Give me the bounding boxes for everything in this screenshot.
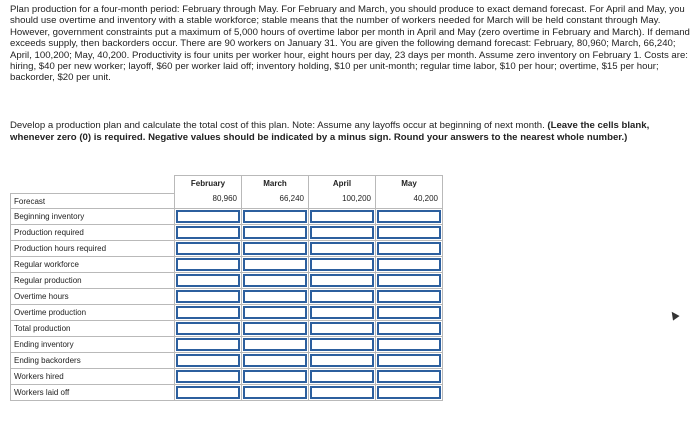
overtime-hours-april-input[interactable] [310, 290, 374, 303]
production-hours-required-february-input[interactable] [176, 242, 240, 255]
instructions-bold: (Leave the cells blank, whenever zero (0) is required. Negative values should be indicated by a minus sign. Round your answers to the nearest whole number.) [10, 120, 650, 143]
production-plan-table [10, 175, 443, 401]
ending-inventory-april-input[interactable] [310, 338, 374, 351]
regular-workforce-april-input[interactable] [310, 258, 374, 271]
corner-cell [11, 176, 175, 194]
overtime-hours-february-input[interactable] [176, 290, 240, 303]
table-row [11, 321, 443, 337]
table-cell [175, 241, 242, 257]
table-cell [175, 209, 242, 225]
table-cell [175, 225, 242, 241]
ending-inventory-february-input[interactable] [176, 338, 240, 351]
table-row [11, 209, 443, 225]
table-cell [242, 257, 309, 273]
instructions [10, 120, 690, 143]
table-cell [242, 337, 309, 353]
table-cell [376, 241, 443, 257]
row-label-workers-laid-off: Workers laid off [11, 385, 175, 401]
forecast-value-april: 100,200 [309, 194, 376, 209]
table-cell [309, 209, 376, 225]
table-cell [309, 305, 376, 321]
table-cell [309, 385, 376, 401]
production-required-february-input[interactable] [176, 226, 240, 239]
row-label-beginning-inventory: Beginning inventory [11, 209, 175, 225]
workers-hired-march-input[interactable] [243, 370, 307, 383]
column-header-march: March [242, 176, 309, 194]
workers-laid-off-march-input[interactable] [243, 386, 307, 399]
overtime-hours-march-input[interactable] [243, 290, 307, 303]
beginning-inventory-march-input[interactable] [243, 210, 307, 223]
row-label-ending-inventory: Ending inventory [11, 337, 175, 353]
table-cell [376, 337, 443, 353]
table-cell [242, 369, 309, 385]
table-cell [309, 321, 376, 337]
header-row [11, 176, 443, 194]
ending-backorders-april-input[interactable] [310, 354, 374, 367]
row-label-forecast: Forecast [11, 194, 175, 209]
table-cell [242, 385, 309, 401]
table-cell [376, 209, 443, 225]
column-header-may: May [376, 176, 443, 194]
column-header-february: February [175, 176, 242, 194]
workers-hired-may-input[interactable] [377, 370, 441, 383]
overtime-production-february-input[interactable] [176, 306, 240, 319]
ending-inventory-march-input[interactable] [243, 338, 307, 351]
table-cell [376, 353, 443, 369]
table-cell [309, 257, 376, 273]
regular-workforce-march-input[interactable] [243, 258, 307, 271]
table-cell [309, 225, 376, 241]
table-cell [175, 369, 242, 385]
workers-laid-off-february-input[interactable] [176, 386, 240, 399]
regular-workforce-may-input[interactable] [377, 258, 441, 271]
forecast-row [11, 194, 443, 209]
table-cell [376, 385, 443, 401]
table-cell [309, 289, 376, 305]
mouse-pointer-icon [668, 309, 679, 320]
table-cell [175, 385, 242, 401]
regular-production-february-input[interactable] [176, 274, 240, 287]
table-cell [309, 337, 376, 353]
table-cell [175, 337, 242, 353]
workers-hired-april-input[interactable] [310, 370, 374, 383]
table-cell [376, 305, 443, 321]
production-required-may-input[interactable] [377, 226, 441, 239]
table-row [11, 241, 443, 257]
workers-hired-february-input[interactable] [176, 370, 240, 383]
regular-workforce-february-input[interactable] [176, 258, 240, 271]
production-required-march-input[interactable] [243, 226, 307, 239]
workers-laid-off-april-input[interactable] [310, 386, 374, 399]
table-cell [242, 321, 309, 337]
table-row [11, 385, 443, 401]
table-cell [309, 369, 376, 385]
ending-backorders-march-input[interactable] [243, 354, 307, 367]
overtime-production-may-input[interactable] [377, 306, 441, 319]
table-cell [376, 289, 443, 305]
table-row [11, 289, 443, 305]
table-cell [242, 209, 309, 225]
total-production-february-input[interactable] [176, 322, 240, 335]
forecast-value-march: 66,240 [242, 194, 309, 209]
table-cell [376, 273, 443, 289]
forecast-value-may: 40,200 [376, 194, 443, 209]
row-label-total-production: Total production [11, 321, 175, 337]
ending-backorders-february-input[interactable] [176, 354, 240, 367]
table-cell [175, 353, 242, 369]
table-cell [175, 273, 242, 289]
table-row [11, 369, 443, 385]
production-hours-required-may-input[interactable] [377, 242, 441, 255]
table-cell [376, 257, 443, 273]
table-cell [175, 289, 242, 305]
table-cell [309, 241, 376, 257]
total-production-april-input[interactable] [310, 322, 374, 335]
row-label-regular-workforce: Regular workforce [11, 257, 175, 273]
table-row [11, 257, 443, 273]
table-row [11, 337, 443, 353]
table-cell [175, 321, 242, 337]
overtime-hours-may-input[interactable] [377, 290, 441, 303]
row-label-ending-backorders: Ending backorders [11, 353, 175, 369]
beginning-inventory-april-input[interactable] [310, 210, 374, 223]
table-cell [376, 321, 443, 337]
table-row [11, 273, 443, 289]
total-production-may-input[interactable] [377, 322, 441, 335]
production-hours-required-april-input[interactable] [310, 242, 374, 255]
column-header-april: April [309, 176, 376, 194]
table-row [11, 353, 443, 369]
table-cell [242, 225, 309, 241]
regular-production-may-input[interactable] [377, 274, 441, 287]
table-cell [242, 289, 309, 305]
ending-backorders-may-input[interactable] [377, 354, 441, 367]
table-row [11, 225, 443, 241]
table-cell [175, 305, 242, 321]
production-hours-required-march-input[interactable] [243, 242, 307, 255]
table-cell [376, 369, 443, 385]
table-cell [309, 353, 376, 369]
table-row [11, 305, 443, 321]
table-cell [242, 241, 309, 257]
ending-inventory-may-input[interactable] [377, 338, 441, 351]
overtime-production-april-input[interactable] [310, 306, 374, 319]
instructions-plain: Develop a production plan and calculate the total cost of this plan. Note: Assume any layoffs occur at beginning of next month. [10, 120, 548, 131]
problem-statement: Plan production for a four-month period: February through May. For February and March, you should produce to exact demand forecast. For April and May, you should use overtime and inventory with a stable workforce; stable means that the number of workers needed for March will be held constant through May. However, government constraints put a maximum of 5,000 hours of overtime labor per month in April and May (zero overtime in February and March). If demand exceeds supply, then backorders occur. There are 90 workers on January 31. You are given the following demand forecast: February, 80,960; March, 66,240; April, 100,200; May, 40,200. Productivity is four units per worker hour, eight hours per day, 23 days per month. Assume zero inventory on February 1. Costs are: hiring, $40 per new worker; layoff, $60 per worker laid off; inventory holding, $10 per unit-month; regular time labor, $10 per hour; overtime, $15 per hour; backorder, $20 per unit. [10, 4, 690, 84]
beginning-inventory-may-input[interactable] [377, 210, 441, 223]
workers-laid-off-may-input[interactable] [377, 386, 441, 399]
table-cell [175, 257, 242, 273]
overtime-production-march-input[interactable] [243, 306, 307, 319]
row-label-overtime-hours: Overtime hours [11, 289, 175, 305]
total-production-march-input[interactable] [243, 322, 307, 335]
row-label-overtime-production: Overtime production [11, 305, 175, 321]
row-label-production-hours-required: Production hours required [11, 241, 175, 257]
table-cell [242, 353, 309, 369]
table-cell [376, 225, 443, 241]
regular-production-april-input[interactable] [310, 274, 374, 287]
table-cell [242, 273, 309, 289]
regular-production-march-input[interactable] [243, 274, 307, 287]
row-label-regular-production: Regular production [11, 273, 175, 289]
row-label-production-required: Production required [11, 225, 175, 241]
production-required-april-input[interactable] [310, 226, 374, 239]
table-cell [309, 273, 376, 289]
beginning-inventory-february-input[interactable] [176, 210, 240, 223]
forecast-value-february: 80,960 [175, 194, 242, 209]
row-label-workers-hired: Workers hired [11, 369, 175, 385]
table-cell [242, 305, 309, 321]
